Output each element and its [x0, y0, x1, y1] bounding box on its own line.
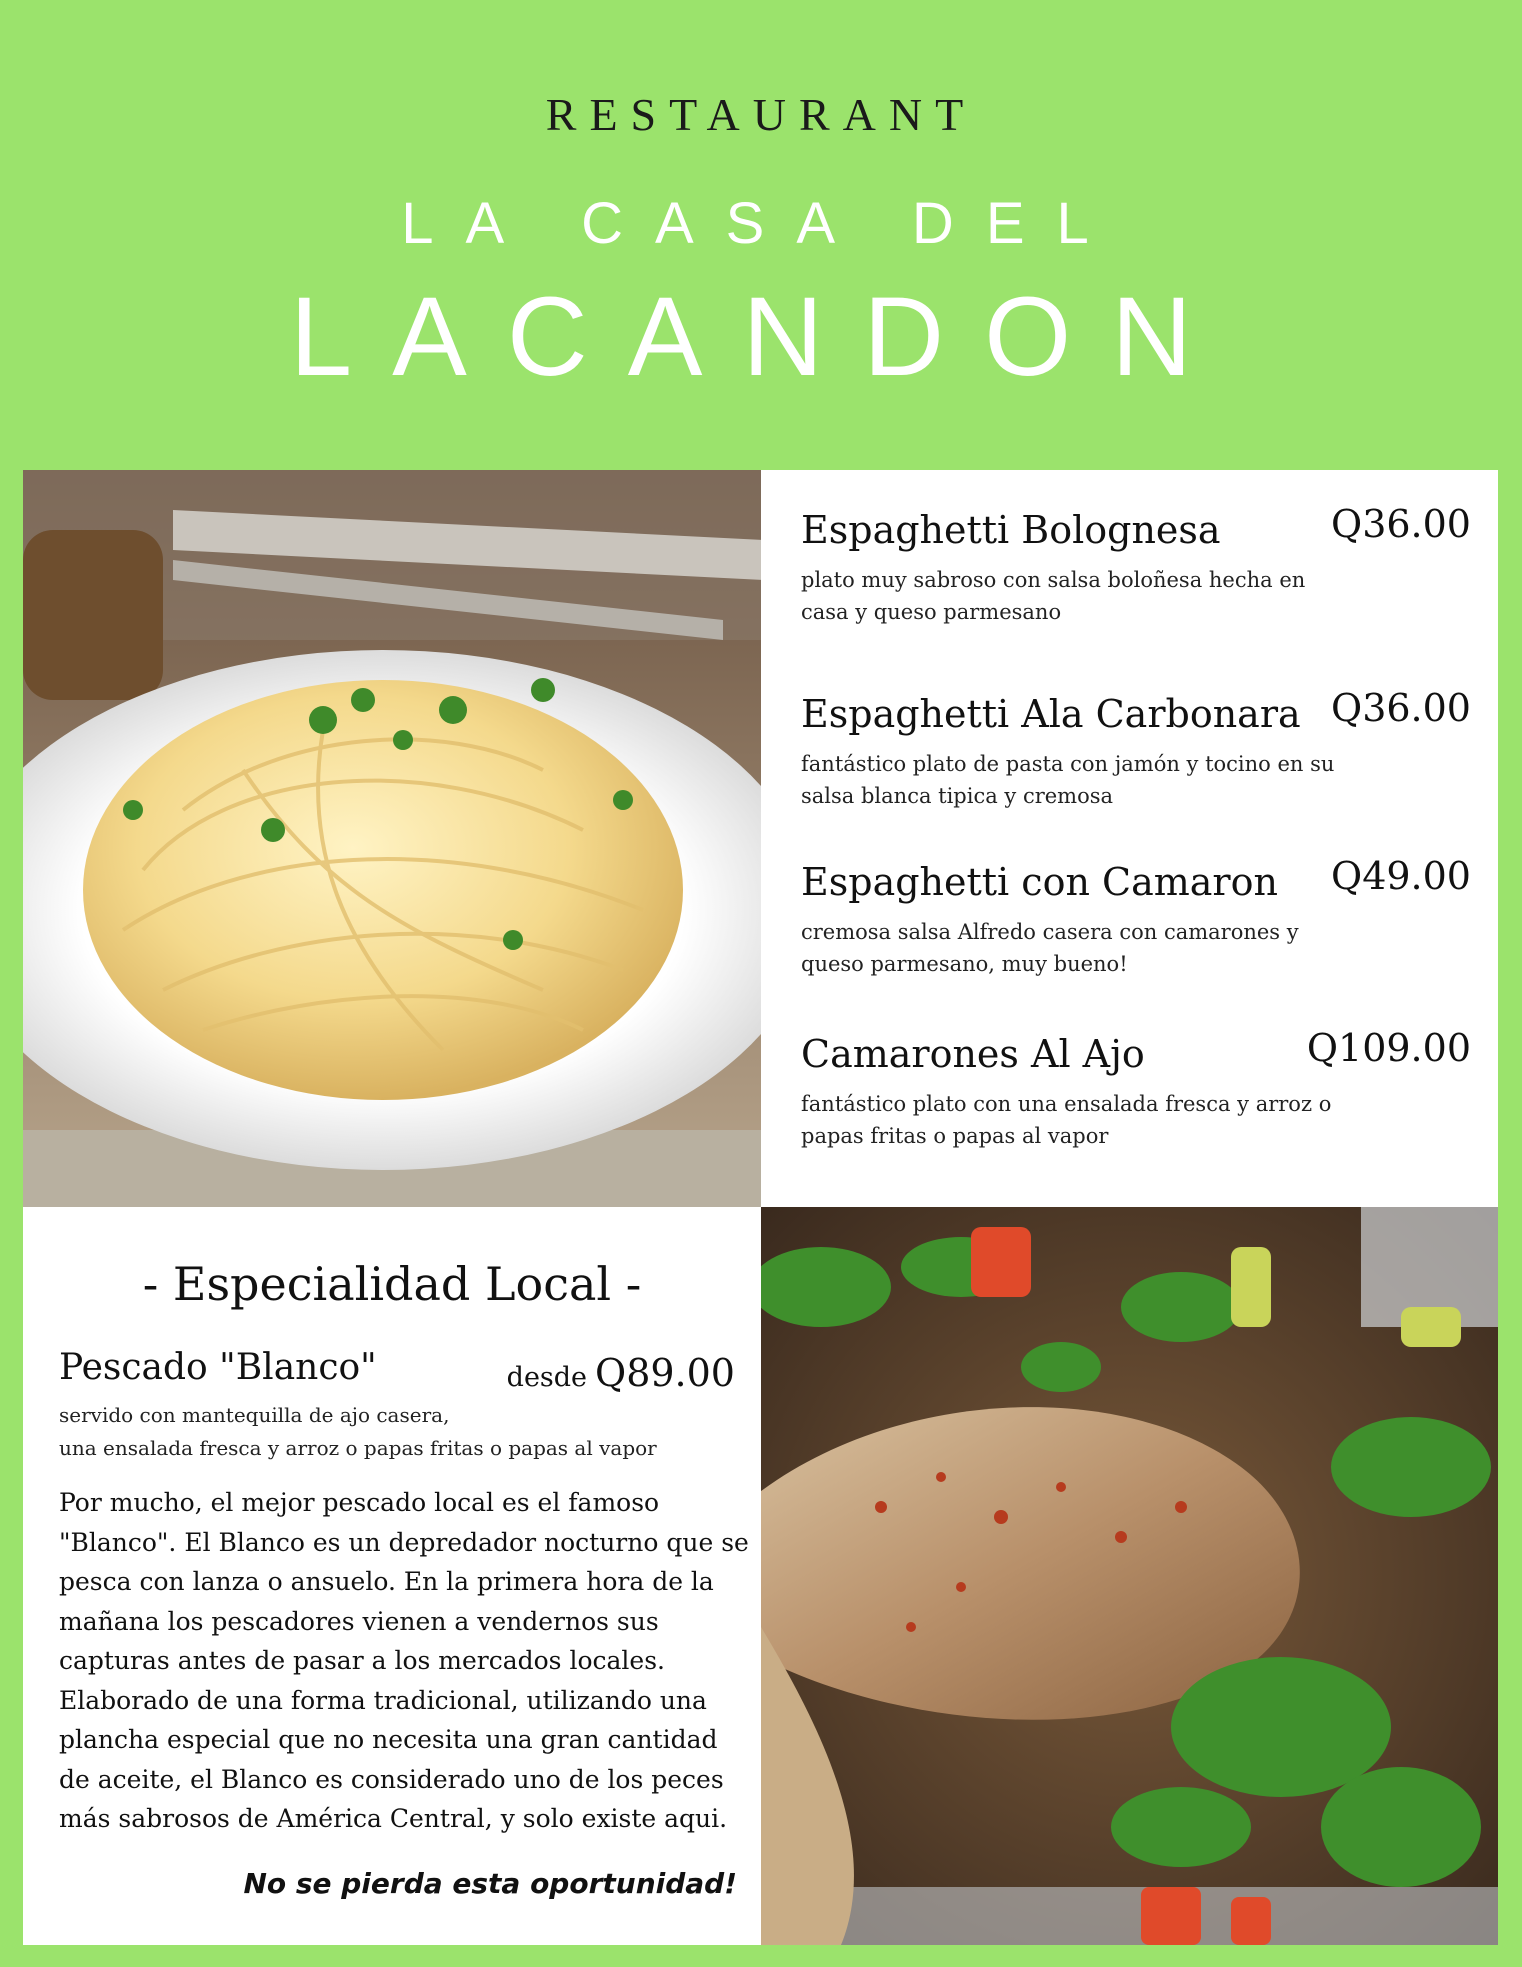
special-description: [59, 1399, 657, 1465]
special-panel: [23, 1207, 761, 1945]
special-story: Por mucho, el mejor pescado local es el famoso "Blanco". El Blanco es un depredador nocturno que se pesca con lanza o ansuelo. En la primera hora de la mañana los pescadores vienen a vendernos sus capturas antes de pasar a los mercados locales. Elaborado de una forma tradicional, utilizando una plancha especial que no necesita una gran cantidad de aceite, el Blanco es considerado uno de los peces más sabrosos de América Central, y solo existe aqui.: [59, 1488, 749, 1833]
restaurant-label: RESTAURANT: [545, 89, 977, 140]
menu-item-price: Q49.00: [1331, 854, 1471, 898]
pasta-photo: [23, 470, 761, 1207]
menu-item-price: Q109.00: [1306, 1026, 1471, 1070]
menu-item-description: plato muy sabroso con salsa boloñesa hecha en casa y queso parmesano: [801, 568, 1306, 624]
special-title: - Especialidad Local -: [142, 1257, 642, 1311]
title-line-1: LA CASA DEL: [401, 191, 1121, 256]
title-line-2: LACANDON: [289, 274, 1233, 399]
special-price-prefix: desde: [506, 1362, 588, 1393]
tagline: No se pierda esta oportunidad!: [243, 1867, 737, 1900]
menu-item-description: cremosa salsa Alfredo casera con camarones y queso parmesano, muy bueno!: [801, 920, 1299, 976]
menu-item-name: Espaghetti con Camaron: [801, 860, 1278, 904]
special-price: [507, 1351, 735, 1395]
menu-item-description: fantástico plato con una ensalada fresca y arroz o papas fritas o papas al vapor: [801, 1092, 1332, 1148]
menu-item-name: Camarones Al Ajo: [801, 1032, 1145, 1076]
special-dish-name: Pescado "Blanco": [59, 1347, 377, 1388]
grilled-fish-photo: [761, 1207, 1498, 1945]
menu-item-price: Q36.00: [1331, 502, 1471, 546]
menu-panel: [761, 470, 1498, 1207]
special-description-line: una ensalada fresca y arroz o papas fritas o papas al vapor: [59, 1436, 657, 1460]
special-price-amount: Q89.00: [595, 1351, 735, 1395]
menu-item-description: fantástico plato de pasta con jamón y tocino en su salsa blanca tipica y cremosa: [801, 752, 1335, 808]
header: [0, 0, 1522, 460]
menu-item-price: Q36.00: [1331, 686, 1471, 730]
menu-item-name: Espaghetti Bolognesa: [801, 508, 1221, 552]
menu-item-name: Espaghetti Ala Carbonara: [801, 692, 1301, 736]
special-description-line: servido con mantequilla de ajo casera,: [59, 1403, 450, 1427]
